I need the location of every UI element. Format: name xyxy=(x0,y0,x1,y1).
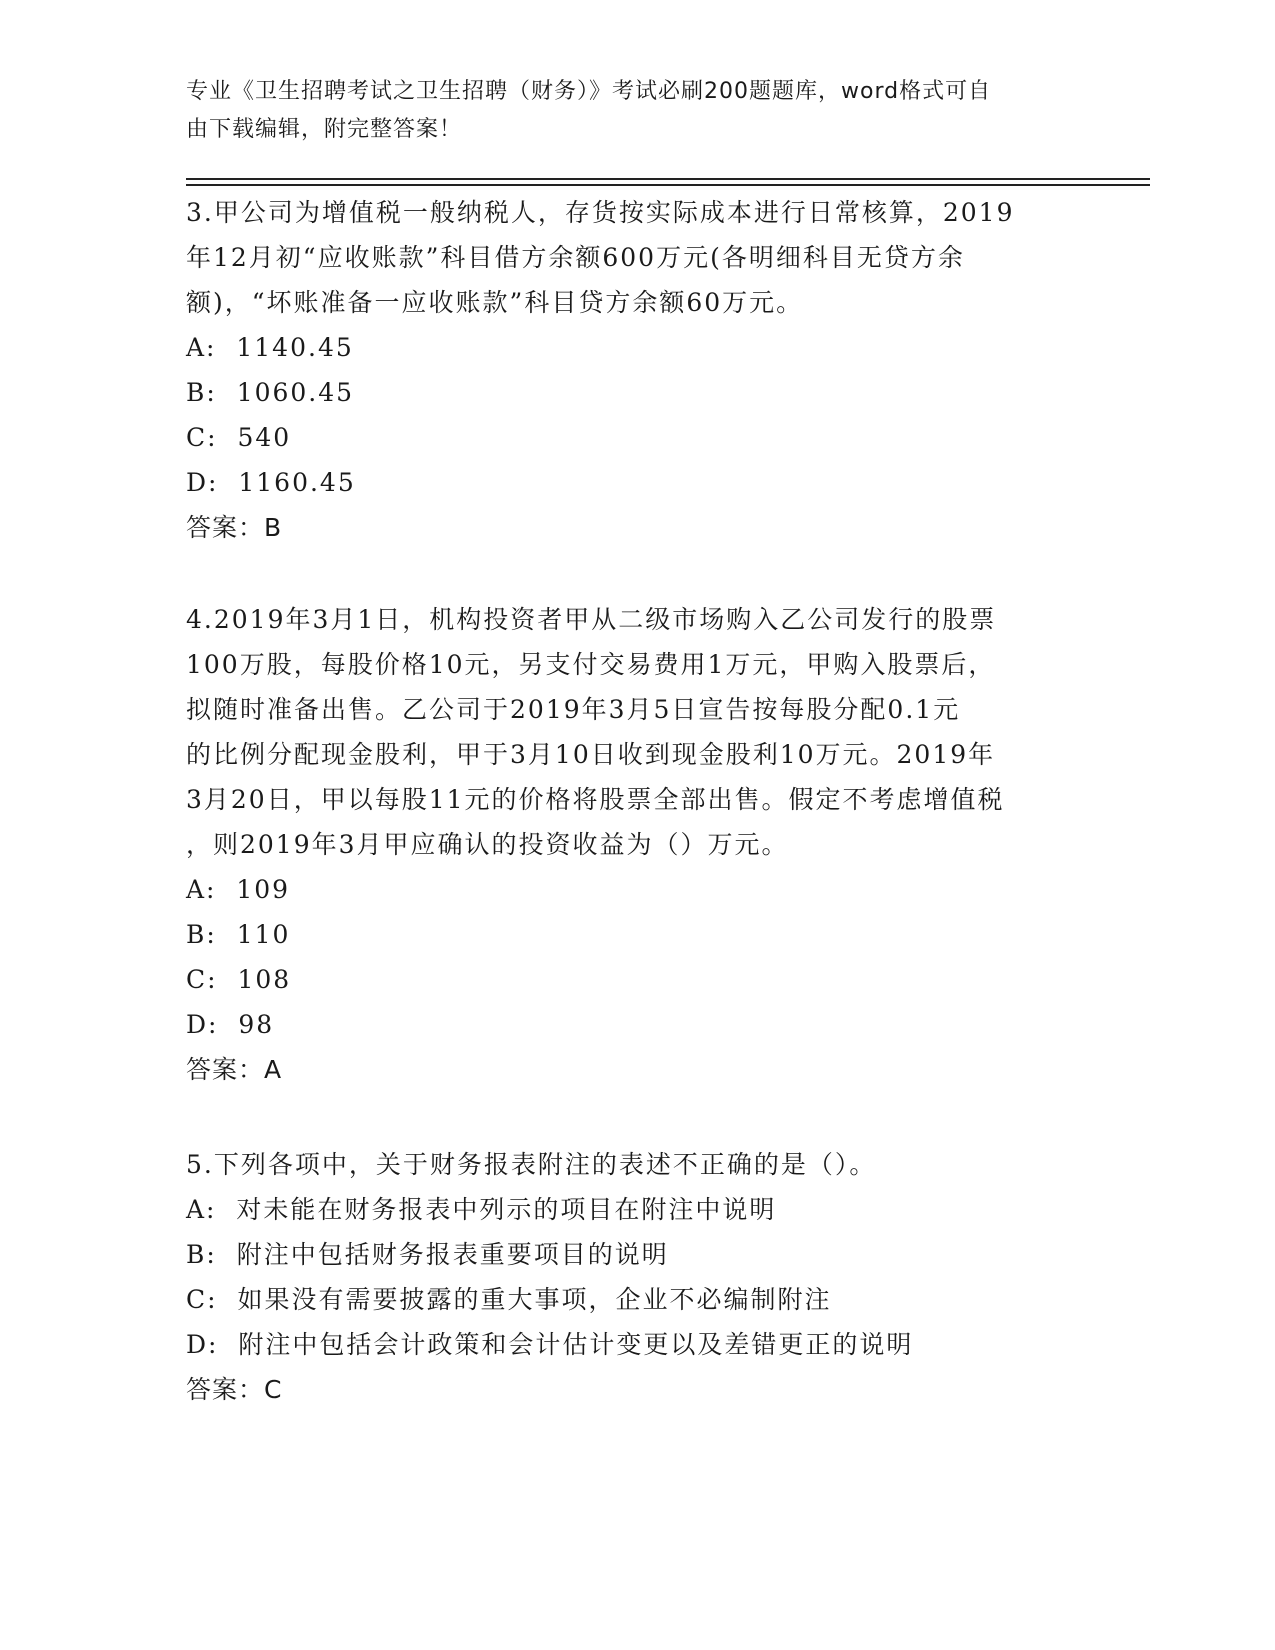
option-d: D: 附注中包括会计政策和会计估计变更以及差错更正的说明 xyxy=(186,1330,914,1359)
question-stem-line: 100万股，每股价格10元，另支付交易费用1万元，甲购入股票后， xyxy=(186,650,996,679)
option-b: B: 1060.45 xyxy=(186,378,355,407)
question-stem-line: 年12月初“应收账款”科目借方余额600万元(各明细科目无贷方余 xyxy=(186,243,965,272)
option-c: C: 108 xyxy=(186,965,292,994)
header-divider-top xyxy=(186,178,1150,180)
option-b: B: 110 xyxy=(186,920,291,949)
question-stem-line: 4.2019年3月1日，机构投资者甲从二级市场购入乙公司发行的股票 xyxy=(186,605,997,634)
question-stem-line: 拟随时准备出售。乙公司于2019年3月5日宣告按每股分配0.1元 xyxy=(186,695,961,724)
question-stem-line: 3.甲公司为增值税一般纳税人，存货按实际成本进行日常核算，2019 xyxy=(186,198,1015,227)
option-d: D: 1160.45 xyxy=(186,468,356,497)
question-stem-line: ，则2019年3月甲应确认的投资收益为（）万元。 xyxy=(186,830,789,859)
option-a: A: 对未能在财务报表中列示的项目在附注中说明 xyxy=(186,1195,777,1224)
option-b: B: 附注中包括财务报表重要项目的说明 xyxy=(186,1240,669,1269)
question-stem-line: 5.下列各项中，关于财务报表附注的表述不正确的是（）。 xyxy=(186,1150,877,1179)
option-a: A: 109 xyxy=(186,875,291,904)
question-4 xyxy=(186,597,1086,1092)
header-divider-bottom xyxy=(186,184,1150,186)
option-c: C: 540 xyxy=(186,423,292,452)
question-stem-line: 额)，“坏账准备一应收账款”科目贷方余额60万元。 xyxy=(186,288,804,317)
option-d: D: 98 xyxy=(186,1010,275,1039)
answer-label: 答案：B xyxy=(186,513,283,542)
document-header xyxy=(186,73,1086,149)
question-stem-line: 的比例分配现金股利，甲于3月10日收到现金股利10万元。2019年 xyxy=(186,740,996,769)
header-line-2: 由下载编辑，附完整答案！ xyxy=(186,117,463,142)
option-a: A: 1140.45 xyxy=(186,333,354,362)
question-5 xyxy=(186,1142,1086,1412)
option-c: C: 如果没有需要披露的重大事项，企业不必编制附注 xyxy=(186,1285,832,1314)
answer-label: 答案：C xyxy=(186,1375,283,1404)
answer-label: 答案：A xyxy=(186,1055,283,1084)
question-3 xyxy=(186,190,1086,550)
header-line-1: 专业《卫生招聘考试之卫生招聘（财务）》考试必刷200题题库，word格式可自 xyxy=(186,79,992,104)
question-stem-line: 3月20日，甲以每股11元的价格将股票全部出售。假定不考虑增值税 xyxy=(186,785,1005,814)
